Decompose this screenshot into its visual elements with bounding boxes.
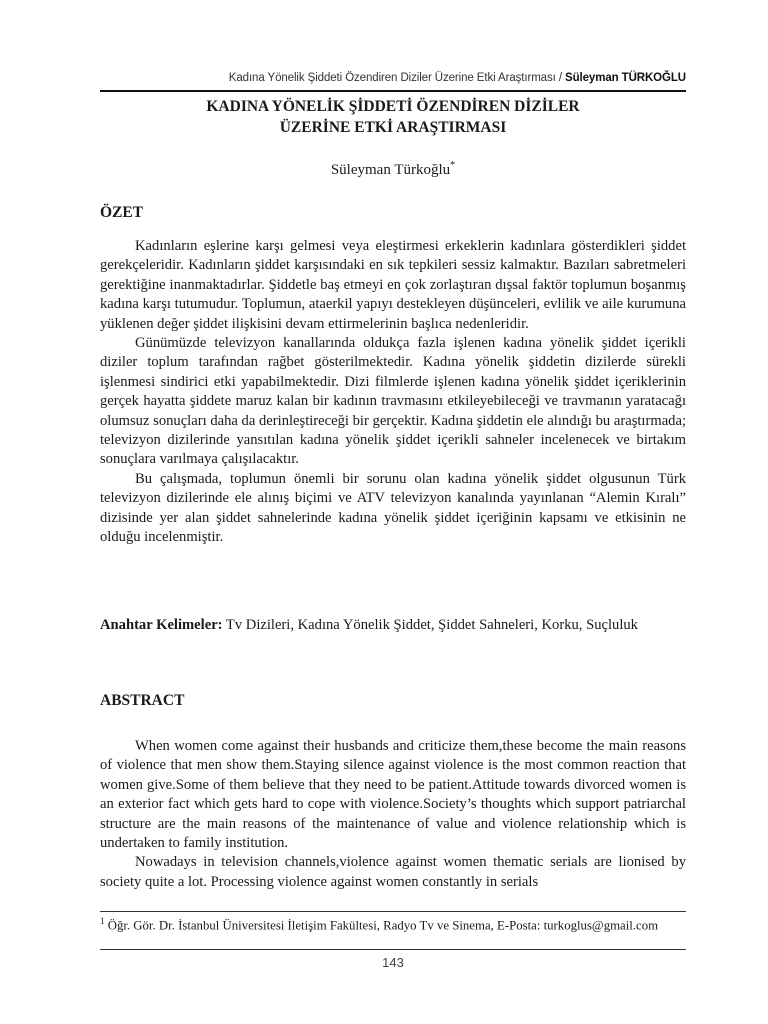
- author-name: Süleyman Türkoğlu: [330, 162, 451, 178]
- footnote-marker: 1: [100, 916, 105, 926]
- footnote-text: Öğr. Gör. Dr. İstanbul Üniversitesi İletişim Fakültesi, Radyo Tv ve Sinema, E-Posta: turkoglus@gmail.com: [104, 918, 659, 933]
- abstract-heading: ABSTRACT: [100, 692, 185, 709]
- ozet-paragraph-2: Günümüzde televizyon kanallarında oldukça fazla işlenen kadına yönelik şiddet içerikli diziler toplum tarafından rağbet gösterilmektedir. Kadına yönelik şiddetin dizilerde sürekli işlenmesi sindirici etki yapabilmektedir. Dizi filmlerde işlenen kadına yönelik şiddet içeriklerinin gerçek hayatta şiddete maruz kalan bir kadının travmasını etkileyebileceği ve travmanın yaratacağı olumsuz sonuçları daha da derinleştireceği bir gerçektir. Kadına şiddetin ele alındığı bu araştırmada; televizyon dizilerinde yansıtılan kadına yönelik şiddet içerikli sahneler incelenecek ve birtakım sonuçlara varılmaya çalışılacaktır.: [100, 335, 686, 468]
- keywords-label: Anahtar Kelimeler:: [100, 617, 223, 633]
- ozet-paragraph-3: Bu çalışmada, toplumun önemli bir sorunu olan kadına yönelik şiddet olgusunun Türk televizyon dizilerinde ele alınış biçimi ve ATV televizyon kanalında yayınlanan “Alemin Kıralı” dizisinde yer alan şiddet sahnelerinde kadına yönelik şiddet içeriğinin kapsamı ve etkisinin ne olduğu incelenmiştir.: [100, 470, 686, 546]
- abstract-paragraph-1: When women come against their husbands and criticize them,these become the main reasons of violence that men show them.Staying silence against violence is the most common reaction that women give.Some of them believe that they need to be patient.Attitude towards divorced women is an exterior fact which gets hard to cope with violence.Society’s thoughts which support patriarchal structure are the main reasons of the maintenance of value and violence relationship which is undertaken to family institution.: [100, 738, 686, 852]
- paper-title: [100, 96, 686, 138]
- footnote: [100, 913, 686, 933]
- footnote-rule: [100, 911, 686, 912]
- running-head: [100, 72, 686, 84]
- page-number: 143: [382, 955, 404, 970]
- ozet-body: [100, 237, 686, 548]
- ozet-paragraph-1: Kadınların eşlerine karşı gelmesi veya eleştirmesi erkeklerin kadınlara gösterdikleri şiddet gerekçeleridir. Kadınların şiddet karşısındaki en sık tepkileri sessiz kalmaktır. Bazıları sabretmeleri gerektiğine inanmaktadırlar. Şiddetle baş etmeyi en çok zorlaştıran dışsal faktör toplumun boşanmış kadına karşı tutumudur. Toplumun, ataerkil yapıyı destekleyen düşünceleri, evlilik ve aile kurumuna yüklenen değer şiddet ilişkisini devam ettirmelerinin başlıca nedenleridir.: [100, 238, 686, 332]
- author-line: [100, 160, 686, 179]
- keywords: [100, 616, 686, 635]
- running-head-title: Kadına Yönelik Şiddeti Özendiren Diziler Üzerine Etki Araştırması /: [228, 72, 566, 84]
- abstract-paragraph-2: Nowadays in television channels,violence against women thematic serials are lionised by society quite a lot. Processing violence against women constantly in serials: [100, 854, 686, 890]
- running-head-author: Süleyman TÜRKOĞLU: [565, 72, 686, 84]
- keywords-list: Tv Dizileri, Kadına Yönelik Şiddet, Şiddet Sahneleri, Korku, Suçluluk: [222, 617, 638, 633]
- title-line-1: KADINA YÖNELİK ŞİDDETİ ÖZENDİREN DİZİLER: [206, 98, 580, 115]
- abstract-body: [100, 737, 686, 892]
- title-line-2: ÜZERİNE ETKİ ARAŞTIRMASI: [279, 119, 507, 136]
- author-footnote-marker: *: [450, 160, 456, 171]
- header-rule: [100, 90, 686, 92]
- ozet-heading: ÖZET: [100, 204, 144, 221]
- footer-rule: [100, 949, 686, 950]
